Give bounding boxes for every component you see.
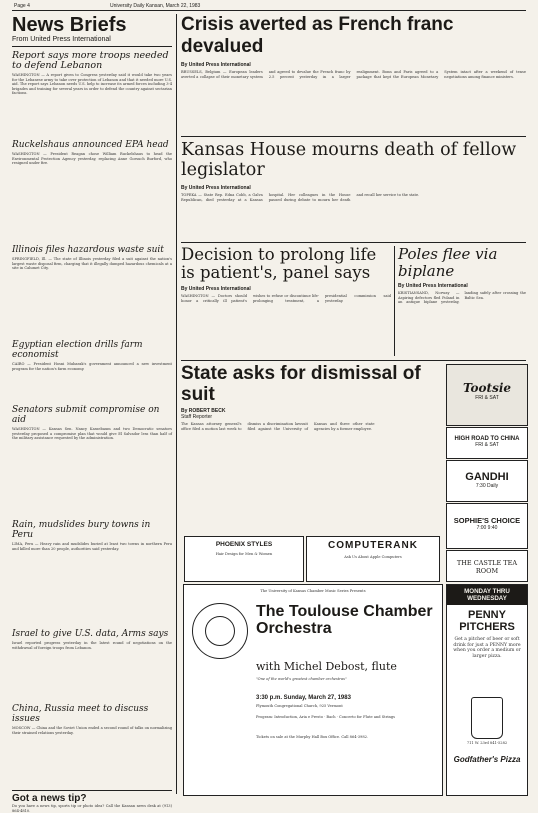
- castle-tea-room-ad: [446, 550, 528, 582]
- brief-headline: Rain, mudslides bury towns in Peru: [12, 520, 151, 540]
- lead-story: [181, 14, 526, 132]
- toulouse-orchestra-ad: [183, 584, 443, 796]
- brief-item: [12, 704, 172, 786]
- gandhi-ad: [446, 460, 528, 502]
- ad-body: 7:30 Daily: [475, 483, 499, 489]
- poles-byline: By United Press International: [398, 283, 468, 289]
- ad-body: FRI & SAT: [475, 395, 499, 401]
- ad-title: Tootsie: [462, 381, 512, 395]
- life-headline: Decision to prolong life is patient's, panel says: [181, 245, 377, 282]
- ad-venue: Plymouth Congregational Church, 925 Vermont: [256, 704, 343, 708]
- poles-body: KRISTIANSAND, Norway — Aspiring defectors fled Poland in an antique biplane yesterday, landing safely after crossing the Baltic Sea.: [398, 291, 526, 305]
- page-number: Page 4: [14, 3, 30, 9]
- briefs-subtitle: From United Press International: [12, 36, 172, 47]
- house-headline: Kansas House mourns death of fellow legislator: [181, 140, 517, 180]
- ad-title: THE CASTLE TEA ROOM: [456, 559, 518, 575]
- life-body: WASHINGTON — Doctors should honor a critically ill patient's wishes to refuse or discontinue life-prolonging treatment, a presidential commission said yesterday.: [181, 294, 391, 303]
- pitcher-icon: [471, 697, 503, 739]
- tootsie-ad: [446, 364, 528, 426]
- ad-body: FRI & SAT: [475, 442, 499, 448]
- ad-tickets: Tickets on sale at the Murphy Hall Box Office. Call 864-3982.: [256, 735, 369, 739]
- brief-body: WASHINGTON — A report given to Congress yesterday said it would take two years for the Lebanese army to take over protection of Lebanon and that it needed more U.S. aid. The report says Lebanon needs U.S. help to increase its armed forces including 3-4 brigades and training for several years in order to defend the country against sectarian factions.: [12, 73, 172, 96]
- ad-title: SOPHIE'S CHOICE: [453, 516, 521, 525]
- ad-days-banner: MONDAY THRU WEDNESDAY: [447, 585, 527, 605]
- brief-item: [12, 629, 172, 701]
- brief-headline: Senators submit compromise on aid: [12, 405, 160, 425]
- brief-item: [12, 140, 172, 242]
- poles-story: [398, 246, 526, 358]
- ad-presenter: The University of Kansas Chamber Music Series Presents: [260, 589, 366, 593]
- ad-title: PHOENIX STYLES: [215, 541, 273, 548]
- computerank-ad: [306, 536, 440, 582]
- brief-item: [12, 51, 172, 137]
- brief-headline: Illinois files hazardous waste suit: [12, 245, 164, 255]
- ad-title: GANDHI: [465, 471, 509, 483]
- ad-body: Ask Us About Apple Computers: [344, 555, 402, 559]
- state-byline-title: Staff Reporter: [181, 414, 213, 420]
- brief-body: SPRINGFIELD, Ill. — The state of Illinois yesterday filed a suit against the nation's largest waste disposal firm, charging that it illegally dumped hazardous chemicals at a site in Calumet City.: [12, 257, 172, 271]
- ad-title: COMPUTERANK: [328, 540, 418, 551]
- news-tip-body: Do you have a news tip, sports tip or photo idea? Call the Kansan news desk at (913) 864-4810.: [12, 804, 172, 813]
- life-story: [181, 246, 391, 358]
- news-tip-box: [12, 790, 172, 813]
- state-headline: State asks for dismissal of suit: [181, 363, 421, 405]
- lead-byline: By United Press International: [181, 62, 251, 68]
- brief-headline: Egyptian election drills farm economist: [12, 340, 143, 360]
- poles-headline: Poles flee via biplane: [398, 245, 498, 280]
- paper-date: University Daily Kansan, March 22, 1983: [110, 3, 201, 9]
- ad-title: PENNY PITCHERS: [459, 609, 515, 633]
- state-story: [181, 363, 441, 531]
- ad-body: Hair Design for Men & Women: [215, 552, 273, 556]
- brief-body: LIMA, Peru — Heavy rain and mudslides buried at least two towns in northern Peru and killed more than 20 people, authorities said yesterday.: [12, 542, 172, 551]
- brief-body: MOSCOW — China and the Soviet Union ended a second round of talks on normalizing their strained relations yesterday.: [12, 726, 172, 735]
- phoenix-styles-ad: [184, 536, 304, 582]
- orchestra-logo-icon: [192, 603, 248, 659]
- life-byline: By United Press International: [181, 286, 251, 292]
- briefs-title: News Briefs: [12, 14, 127, 36]
- high-road-ad: [446, 427, 528, 459]
- ad-program: Program: Introduction, Aria e Presto · Bach · Concerto for Flute and Strings: [256, 715, 395, 719]
- brief-body: Israel reported progress yesterday in the latest round of negotiations on the withdrawal of foreign troops from Lebanon.: [12, 641, 172, 650]
- brief-headline: Israel to give U.S. data, Arms says: [12, 629, 169, 639]
- house-body: TOPEKA — State Rep. Edna Cobb, a Galva Republican, died yesterday at a Kansas hospital. Her colleagues in the House paused during debate to mourn her death and recall her service to the state.: [181, 193, 420, 202]
- brief-item: [12, 245, 172, 337]
- sophies-choice-ad: [446, 503, 528, 549]
- brief-body: WASHINGTON — President Reagan chose William Ruckelshaus to head the Environmental Protection Agency yesterday, replacing Anne Gorsuch Burford, who resigned under fire.: [12, 152, 172, 166]
- ad-phone: 711 W. 23rd 841-5282: [466, 741, 508, 745]
- ad-date: 3:30 p.m. Sunday, March 27, 1983: [256, 695, 351, 701]
- news-tip-headline: Got a news tip?: [12, 793, 87, 804]
- house-story: [181, 140, 526, 240]
- house-byline: By United Press International: [181, 185, 251, 191]
- lead-headline: Crisis averted as French franc devalued: [181, 14, 454, 57]
- state-body: The Kansas attorney general's office filed a motion last week to dismiss a discrimination lawsuit filed against the University of Kansas and three other state agencies by a former employee.: [181, 422, 375, 431]
- brief-headline: Ruckelshaus announced EPA head: [12, 140, 169, 150]
- brief-item: [12, 520, 172, 626]
- ad-quote: "One of the world's greatest chamber orchestras": [256, 677, 347, 681]
- ad-body: Get a pitcher of beer or soft drink for just a PENNY more when you order a medium or larger pizza.: [453, 637, 521, 659]
- ad-body: 7:00 9:40: [476, 525, 498, 531]
- brief-headline: Report says more troops needed to defend Lebanon: [12, 50, 169, 71]
- brief-body: WASHINGTON — Kansas Sen. Nancy Kassebaum and two Democratic senators yesterday proposed a compromise plan that would give El Salvador less than half of the military assistance requested by the administration.: [12, 427, 172, 441]
- state-byline: By ROBERT BECK: [181, 408, 226, 414]
- ad-brand: Godfather's Pizza: [453, 755, 521, 764]
- brief-body: CAIRO — President Hosni Mubarak's government announced a new investment program for the nation's farm economy.: [12, 362, 172, 371]
- godfathers-pizza-ad: [446, 584, 528, 796]
- briefs-column: [12, 14, 172, 813]
- lead-body: BRUSSELS, Belgium — European leaders averted a collapse of their monetary system and agreed to devalue the French franc by 2.5 percent yesterday in a larger realignment. Bonn and Paris agreed to a package that kept the European Monetary System intact after a weekend of tense negotiations among finance ministers.: [181, 70, 526, 79]
- brief-item: [12, 405, 172, 517]
- ad-title: The Toulouse Chamber Orchestra: [256, 603, 433, 637]
- ad-soloist: with Michel Debost, flute: [256, 660, 397, 673]
- brief-item: [12, 340, 172, 402]
- ad-title: HIGH ROAD TO CHINA: [454, 436, 520, 442]
- brief-headline: China, Russia meet to discuss issues: [12, 704, 149, 724]
